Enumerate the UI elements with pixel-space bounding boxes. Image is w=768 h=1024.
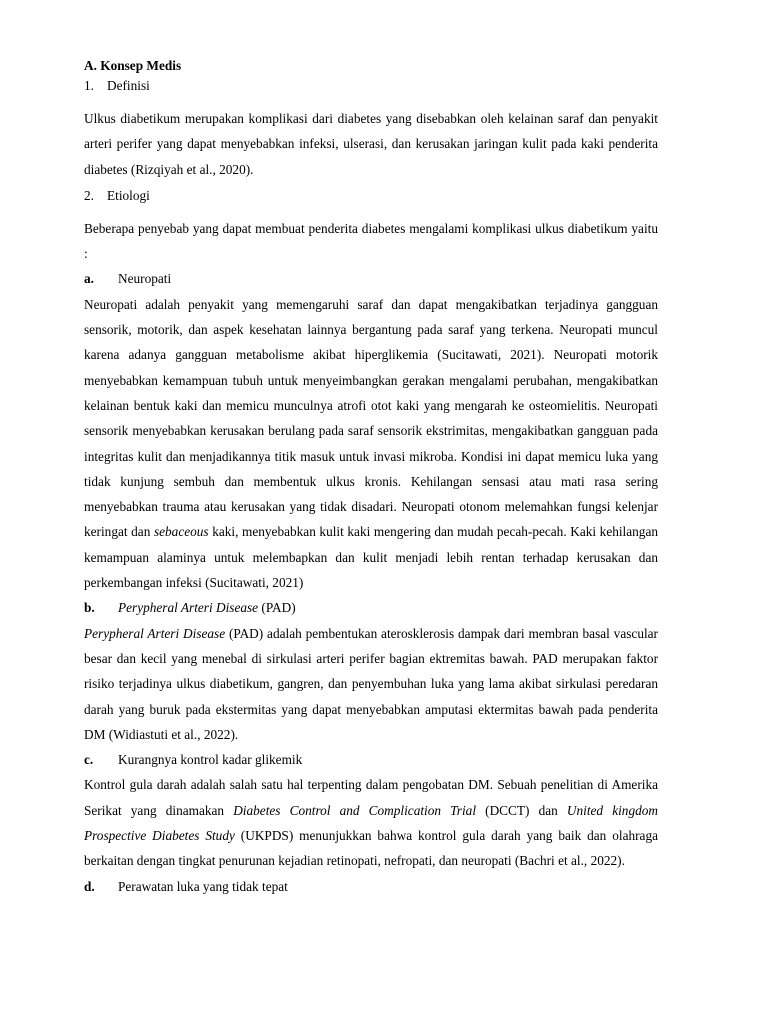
- paragraph-kontrol-glikemik: [84, 772, 658, 873]
- italic-term: Diabetes Control and Complication Trial: [233, 802, 477, 818]
- subheading-title: Etiologi: [107, 187, 150, 203]
- text-run: (UKPDS) menunjukkan bahwa kontrol gula darah yang baik dan olahraga berkaitan dengan tingkat penurunan kejadian retinopati, nefropati, dan neuropati (Bachri et al., 2022).: [84, 828, 658, 869]
- item-title: Kurangnya kontrol kadar glikemik: [118, 752, 303, 768]
- item-title: Neuropati: [118, 271, 172, 287]
- text-run: Kontrol gula darah adalah salah satu hal terpenting dalam pengobatan DM. Sebuah penelitian di Amerika Serikat yang dinamakan: [84, 777, 658, 818]
- italic-term: sebaceous: [153, 524, 209, 540]
- item-title: Perawatan luka yang tidak tepat: [118, 878, 288, 894]
- item-letter: c.: [84, 752, 94, 768]
- item-heading-perawatan-luka: [84, 874, 658, 899]
- text-run: Neuropati adalah penyakit yang memengaruhi saraf dan dapat mengakibatkan terjadinya gangguan sensorik, motorik, dan aspek kesehatan lainnya bergantung pada saraf yang terkena. Neuropati muncul karena adanya gangguan metabolisme akibat hiperglikemia (Sucitawati, 2021). Neuropati motorik menyebabkan kemampuan tubuh untuk menyeimbangkan gerakan mengalami perubahan, mengakibatkan kelainan bentuk kaki dan memicu munculnya atrofi otot kaki yang mengarah ke osteomielitis. Neuropati sensorik menyebabkan kerusakan berulang pada saraf sensorik ekstrimitas, mengakibatkan gangguan pada integritas kulit dan menjadikannya titik masuk untuk invasi mikroba. Kondisi ini dapat memicu luka yang tidak kunjung sembuh dan membentuk ulkus kronis. Kehilangan sensasi atau mati rasa sering menyebabkan trauma atau kerusakan yang tidak disadari. Neuropati otonom melemahkan fungsi kelenjar keringat dan: [84, 296, 658, 540]
- text-run: (DCCT) dan: [476, 802, 567, 818]
- item-letter: d.: [84, 878, 95, 894]
- section-heading: A. Konsep Medis: [84, 58, 182, 73]
- text-run: kaki, menyebabkan kulit kaki mengering dan mudah pecah-pecah. Kaki kehilangan kemampuan alaminya untuk melembapkan dan kulit menjadi lebih rentan terhadap kerusakan dan perkembangan infeksi (Sucitawati, 2021): [84, 524, 659, 591]
- paragraph-neuropati: [84, 292, 658, 596]
- item-heading-kontrol-glikemik: [84, 747, 658, 772]
- subheading-title: Definisi: [107, 78, 150, 93]
- document-page: [84, 56, 658, 899]
- item-title-italic: Perypheral Arteri Disease: [118, 600, 259, 616]
- item-letter: b.: [84, 600, 95, 616]
- italic-term: Perypheral Arteri Disease: [84, 625, 226, 641]
- item-title-rest: (PAD): [258, 600, 296, 616]
- paragraph-definisi: Ulkus diabetikum merupakan komplikasi dari diabetes yang disebabkan oleh kelainan saraf dan penyakit arteri perifer yang dapat menyebabkan infeksi, ulserasi, dan kerusakan jaringan kulit pada kaki penderita diabetes (Rizqiyah et al., 2020).: [84, 111, 658, 177]
- subheading-definisi: [84, 76, 658, 96]
- subheading-number: 1.: [84, 78, 94, 93]
- text-run: (PAD) adalah pembentukan aterosklerosis dampak dari membran basal vascular besar dan kecil yang menebal di sirkulasi arteri perifer bagian ektremitas bawah. PAD merupakan faktor risiko terjadinya ulkus diabetikum, gangren, dan penyembuhan luka yang lama akibat sirkulasi peredaran darah yang buruk pada ekstermitas yang dapat menyebabkan amputasi ektermitas bawah pada penderita DM (Widiastuti et al., 2022).: [84, 625, 658, 742]
- item-letter: a.: [84, 271, 94, 287]
- subheading-number: 2.: [84, 187, 94, 203]
- paragraph-etiologi-intro: Beberapa penyebab yang dapat membuat penderita diabetes mengalami komplikasi ulkus diabetikum yaitu :: [84, 220, 658, 262]
- italic-term: United kingdom Prospective Diabetes Study: [84, 802, 658, 844]
- subheading-etiologi: [84, 186, 658, 206]
- item-heading-pad: [84, 595, 658, 620]
- item-heading-neuropati: [84, 266, 658, 291]
- paragraph-pad: [84, 621, 658, 747]
